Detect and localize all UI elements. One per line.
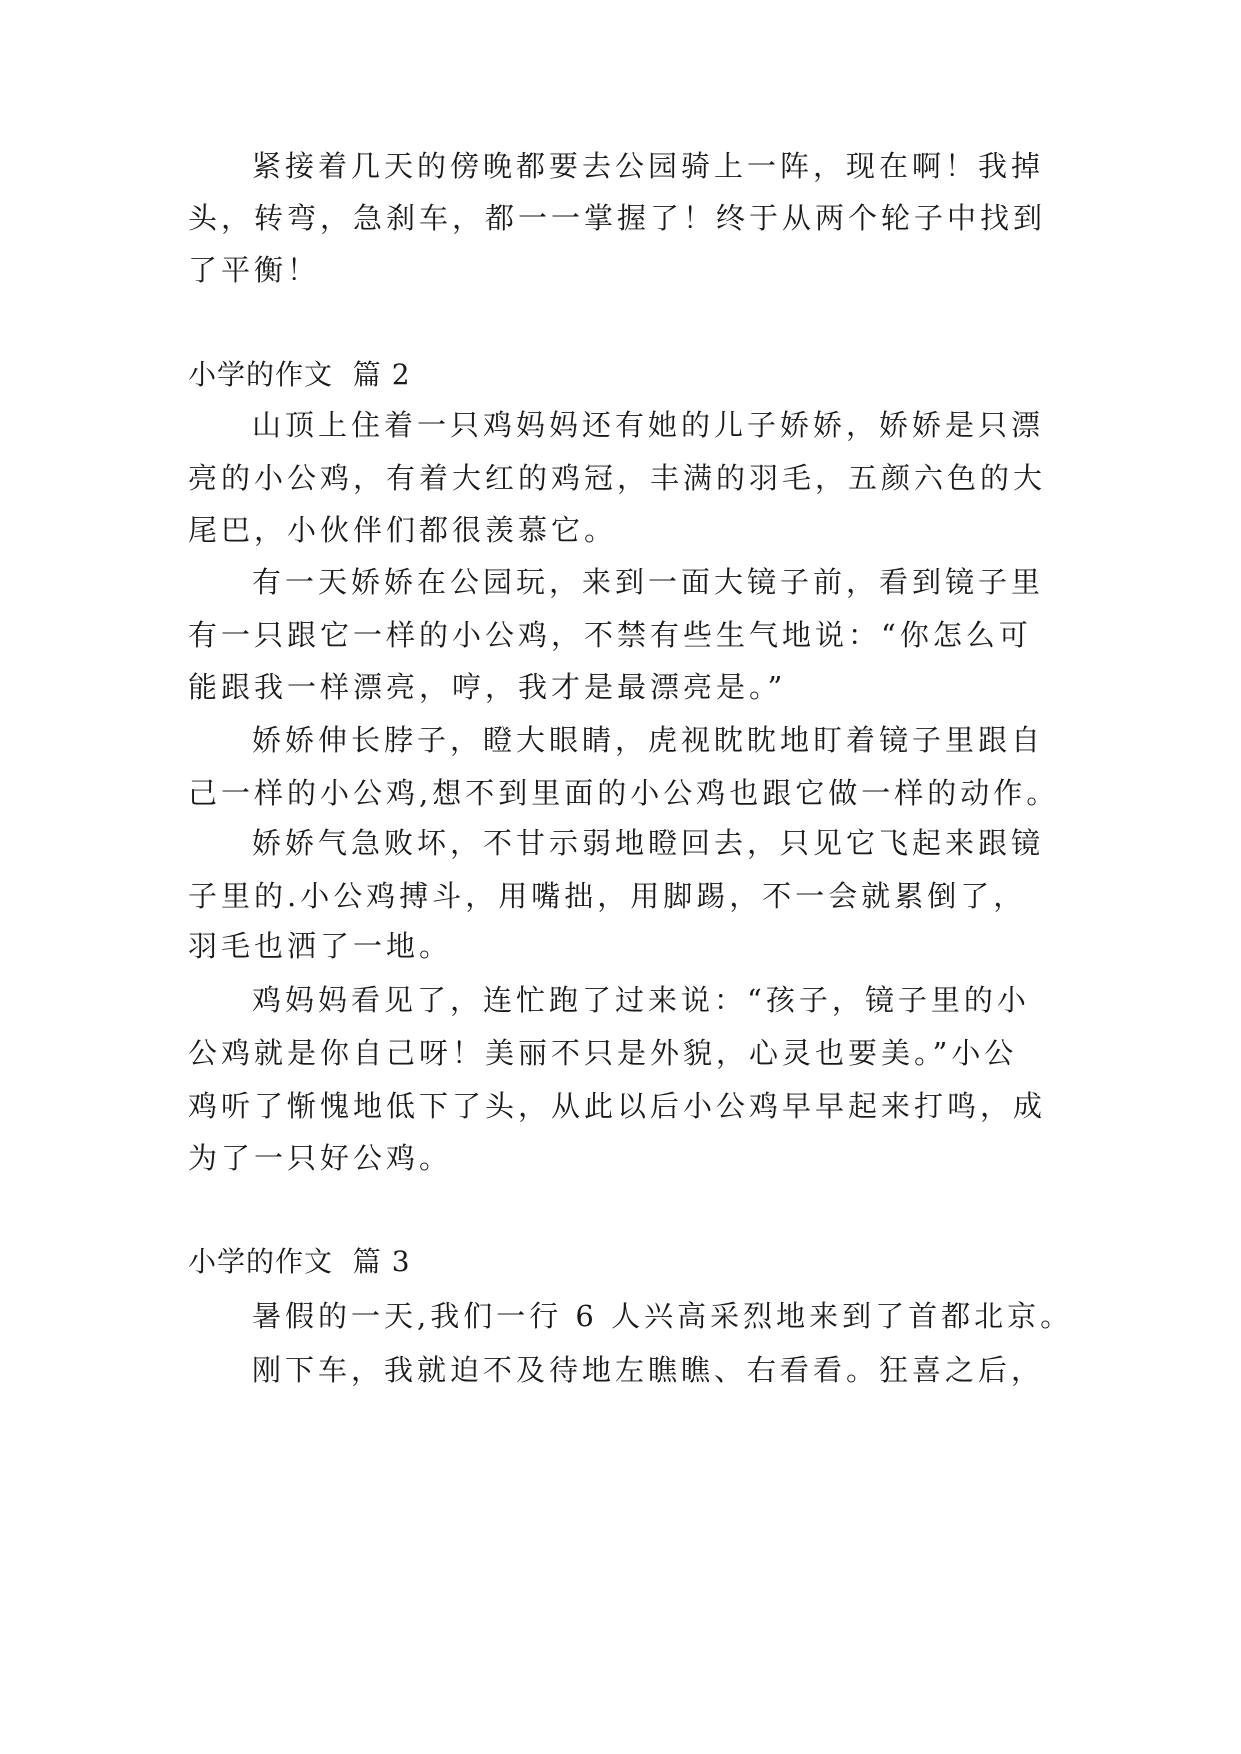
text-line: 有一天娇娇在公园玩，来到一面大镜子前，看到镜子里 — [252, 565, 1045, 599]
text-line: 能跟我一样漂亮，哼，我才是最漂亮是。” — [188, 670, 787, 704]
text-line: 山顶上住着一只鸡妈妈还有她的儿子娇娇，娇娇是只漂 — [252, 408, 1045, 442]
text-line: 亮的小公鸡，有着大红的鸡冠，丰满的羽毛，五颜六色的大 — [188, 461, 1047, 495]
text-line: 己一样的小公鸡,想不到里面的小公鸡也跟它做一样的动作。 — [188, 776, 1060, 810]
text-line: 了平衡！ — [188, 253, 321, 287]
text-line: 鸡妈妈看见了，连忙跑了过来说：“孩子，镜子里的小 — [252, 983, 1030, 1017]
section-heading: 小学的作文 篇 3 — [188, 1245, 411, 1278]
section-heading: 小学的作文 篇 2 — [188, 358, 411, 391]
text-line: 为了一只好公鸡。 — [188, 1141, 453, 1175]
text-line: 刚下车，我就迫不及待地左瞧瞧、右看看。狂喜之后， — [252, 1353, 1045, 1387]
text-line: 公鸡就是你自己呀！美丽不只是外貌，心灵也要美。”小公 — [188, 1036, 1018, 1070]
text-line: 娇娇气急败坏，不甘示弱地瞪回去，只见它飞起来跟镜 — [252, 826, 1045, 860]
text-line: 紧接着几天的傍晚都要去公园骑上一阵，现在啊！我掉 — [252, 149, 1045, 183]
text-line: 羽毛也洒了一地。 — [188, 929, 453, 963]
text-line: 鸡听了惭愧地低下了头，从此以后小公鸡早早起来打鸣，成 — [188, 1089, 1047, 1123]
text-line: 娇娇伸长脖子，瞪大眼睛，虎视眈眈地盯着镜子里跟自 — [252, 723, 1045, 757]
text-line: 子里的.小公鸡搏斗，用嘴拙，用脚踢，不一会就累倒了， — [188, 879, 1027, 913]
text-line: 尾巴，小伙伴们都很羡慕它。 — [188, 513, 618, 547]
text-line: 暑假的一天,我们一行 6 人兴高采烈地来到了首都北京。 — [252, 1299, 1074, 1333]
text-line: 头，转弯，急刹车，都一一掌握了！终于从两个轮子中找到 — [188, 201, 1047, 235]
text-line: 有一只跟它一样的小公鸡，不禁有些生气地说：“你怎么可 — [188, 618, 1032, 652]
